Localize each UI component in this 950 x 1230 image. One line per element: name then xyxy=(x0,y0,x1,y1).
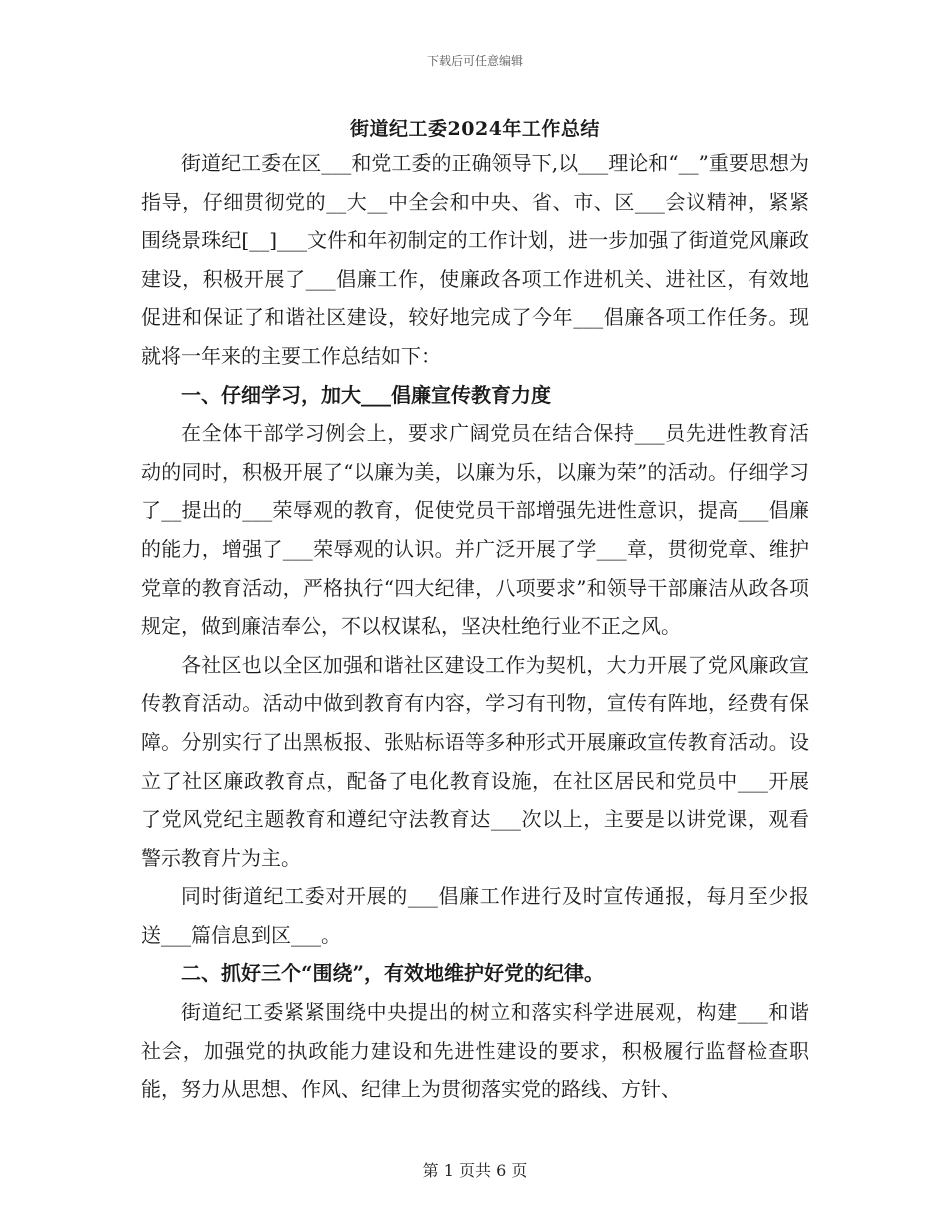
document-body xyxy=(141,144,809,1109)
body-paragraph: 街道纪工委紧紧围绕中央提出的树立和落实科学进展观，构建___和谐社会，加强党的执政能力建设和先进性建设的要求，积极履行监督检查职能，努力从思想、作风、纪律上为贯彻落实党的路线、方针、 xyxy=(141,1000,809,1102)
section-heading-2: 二、抓好三个“围绕”，有效地维护好党的纪律。 xyxy=(181,961,605,986)
body-paragraph: 同时街道纪工委对开展的___倡廉工作进行及时宣传通报，每月至少报送___篇信息到区___。 xyxy=(141,884,809,947)
document-title: 街道纪工委2024年工作总结 xyxy=(350,118,600,140)
body-paragraph: 在全体干部学习例会上，要求广阔党员在结合保持___员先进性教育活动的同时，积极开展了“以廉为美，以廉为乐，以廉为荣”的活动。仔细学习了__提出的___荣辱观的教育，促使党员干部增强先进性意识，提高___倡廉的能力，增强了___荣辱观的认识。并广泛开展了学___章，贯彻党章、维护党章的教育活动，严格执行“四大纪律，八项要求”和领导干部廉洁从政各项规定，做到廉洁奉公，不以权谋私，坚决杜绝行业不正之风。 xyxy=(141,421,809,639)
page-footer: 第 1 页共 6 页 xyxy=(422,1161,528,1180)
body-paragraph: 各社区也以全区加强和谐社区建设工作为契机，大力开展了党风廉政宣传教育活动。活动中做到教育有内容，学习有刊物，宣传有阵地，经费有保障。分别实行了出黑板报、张贴标语等多种形式开展廉政宣传教育活动。设立了社区廉政教育点，配备了电化教育设施，在社区居民和党员中___开展了党风党纪主题教育和遵纪守法教育达___次以上，主要是以讲党课，观看警示教育片为主。 xyxy=(141,652,809,870)
intro-paragraph: 街道纪工委在区___和党工委的正确领导下,以___理论和“__”重要思想为指导，仔细贯彻党的__大__中全会和中央、省、市、区___会议精神，紧紧围绕景珠纪[__]___文件和年初制定的工作计划，进一步加强了街道党风廉政建设，积极开展了___倡廉工作，使廉政各项工作进机关、进社区，有效地促进和保证了和谐社区建设，较好地完成了今年___倡廉各项工作任务。现就将一年来的主要工作总结如下： xyxy=(141,151,809,368)
section-heading-1: 一、仔细学习，加大___倡廉宣传教育力度 xyxy=(181,382,551,407)
header-note: 下载后可任意编辑 xyxy=(426,54,523,68)
